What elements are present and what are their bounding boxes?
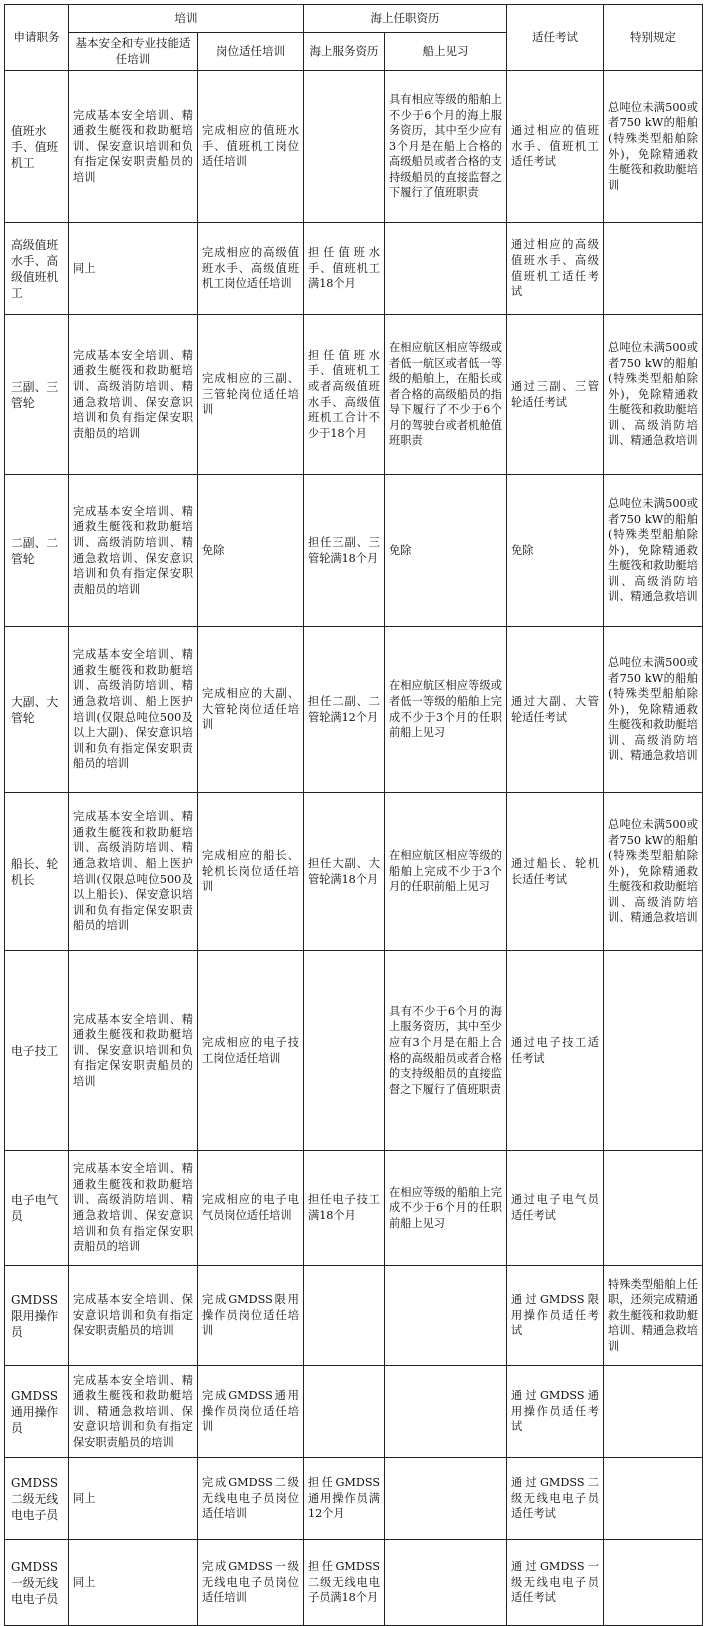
post-training-cell: 完成相应的三副、三管轮岗位适任培训 — [198, 315, 304, 475]
exam-cell: 通过船长、轮机长适任考试 — [507, 793, 604, 951]
onboard-training-cell — [385, 1458, 507, 1540]
exam-cell: 通过电子电气员适任考试 — [507, 1151, 604, 1266]
sea-service-cell: 担任电子技工满18个月 — [304, 1151, 385, 1266]
exam-cell: 通过大副、大管轮适任考试 — [507, 627, 604, 793]
table-row — [5, 475, 703, 627]
basic-training-cell: 完成基本安全培训、精通救生艇筏和救助艇培训、高级消防培训、精通急救培训、保安意识培训和负有指定保安职责船员的培训 — [69, 475, 198, 627]
exam-cell: 免除 — [507, 475, 604, 627]
basic-training-cell: 完成基本安全培训、精通救生艇筏和救助艇培训、高级消防培训、精通急救培训、保安意识培训和负有指定保安职责船员的培训 — [69, 315, 198, 475]
onboard-training-cell: 具有不少于6个月的海上服务资历，其中至少应有3个月是在船上合格的高级船员或者合格的支持级船员的直接监督之下履行了值班职责 — [385, 951, 507, 1151]
sea-service-cell — [304, 1366, 385, 1458]
table-row — [5, 1151, 703, 1266]
table-row — [5, 793, 703, 951]
position-cell: GMDSS二级无线电电子员 — [5, 1458, 69, 1540]
sea-service-cell: 担任GMDSS二级无线电电子员满18个月 — [304, 1540, 385, 1626]
basic-training-cell: 完成基本安全培训、保安意识培训和负有指定保安职责船员的培训 — [69, 1266, 198, 1366]
position-cell: 三副、三管轮 — [5, 315, 69, 475]
header-onboard-training: 船上见习 — [385, 33, 507, 71]
header-row-1 — [5, 5, 703, 33]
position-cell: 船长、轮机长 — [5, 793, 69, 951]
post-training-cell: 完成GMDSS二级无线电电子员岗位适任培训 — [198, 1458, 304, 1540]
special-rule-cell — [604, 223, 703, 315]
position-cell: 值班水手、值班机工 — [5, 71, 69, 223]
onboard-training-cell: 在相应航区相应等级或者低一航区或者低一等级的船舶上，在船长或者合格的高级船员的指导下履行了不少于6个月的驾驶台或者机舱值班职责 — [385, 315, 507, 475]
basic-training-cell: 同上 — [69, 223, 198, 315]
onboard-training-cell: 免除 — [385, 475, 507, 627]
exam-cell: 通过相应的值班水手、值班机工适任考试 — [507, 71, 604, 223]
special-rule-cell — [604, 1458, 703, 1540]
table-row — [5, 627, 703, 793]
sea-service-cell — [304, 951, 385, 1151]
post-training-cell: 完成GMDSS限用操作员岗位适任培训 — [198, 1266, 304, 1366]
position-cell: GMDSS一级无线电电子员 — [5, 1540, 69, 1626]
basic-training-cell: 完成基本安全培训、精通救生艇筏和救助艇培训、高级消防培训、精通急救培训、保安意识培训和负有指定保安职责船员的培训 — [69, 1151, 198, 1266]
onboard-training-cell: 在相应航区相应等级的船舶上完成不少于3个月的任职前船上见习 — [385, 793, 507, 951]
header-sea-service: 海上服务资历 — [304, 33, 385, 71]
table-row — [5, 1540, 703, 1626]
exam-cell: 通过电子技工适任考试 — [507, 951, 604, 1151]
position-cell: 大副、大管轮 — [5, 627, 69, 793]
post-training-cell: 完成相应的电子电气员岗位适任培训 — [198, 1151, 304, 1266]
basic-training-cell: 完成基本安全培训、精通救生艇筏和救助艇培训、保安意识培训和负有指定保安职责船员的培训 — [69, 71, 198, 223]
onboard-training-cell — [385, 223, 507, 315]
table-row — [5, 951, 703, 1151]
header-applied-position: 申请职务 — [5, 5, 69, 71]
special-rule-cell: 总吨位未满500或者750 kW的船舶(特殊类型船舶除外)，免除精通救生艇筏和救助艇培训 — [604, 71, 703, 223]
onboard-training-cell — [385, 1540, 507, 1626]
sea-service-cell: 担任大副、大管轮满18个月 — [304, 793, 385, 951]
certificate-requirements-document — [4, 4, 702, 1626]
position-cell: 二副、二管轮 — [5, 475, 69, 627]
special-rule-cell — [604, 1366, 703, 1458]
table-row — [5, 71, 703, 223]
onboard-training-cell: 在相应航区相应等级或者低一等级的船舶上完成不少于3个月的任职前船上见习 — [385, 627, 507, 793]
special-rule-cell: 总吨位未满500或者750 kW的船舶(特殊类型船舶除外)，免除精通救生艇筏和救助艇培训、高级消防培训、精通急救培训 — [604, 793, 703, 951]
post-training-cell: 完成相应的电子技工岗位适任培训 — [198, 951, 304, 1151]
sea-service-cell: 担任值班水手、值班机工满18个月 — [304, 223, 385, 315]
basic-training-cell: 完成基本安全培训、精通救生艇筏和救助艇培训、保安意识培训和负有指定保安职责船员的培训 — [69, 951, 198, 1151]
sea-service-cell — [304, 1266, 385, 1366]
post-training-cell: 完成相应的高级值班水手、高级值班机工岗位适任培训 — [198, 223, 304, 315]
table-row — [5, 1458, 703, 1540]
onboard-training-cell — [385, 1266, 507, 1366]
onboard-training-cell: 具有相应等级的船舶上不少于6个月的海上服务资历，其中至少应有3个月是在船上合格的高级船员或者合格的支持级船员的直接监督之下履行了值班职责 — [385, 71, 507, 223]
position-cell: 高级值班水手、高级值班机工 — [5, 223, 69, 315]
post-training-cell: 完成GMDSS通用操作员岗位适任培训 — [198, 1366, 304, 1458]
post-training-cell: 完成相应的船长、轮机长岗位适任培训 — [198, 793, 304, 951]
position-cell: GMDSS通用操作员 — [5, 1366, 69, 1458]
sea-service-cell: 担任GMDSS通用操作员满12个月 — [304, 1458, 385, 1540]
position-cell: GMDSS限用操作员 — [5, 1266, 69, 1366]
special-rule-cell — [604, 1151, 703, 1266]
special-rule-cell — [604, 951, 703, 1151]
basic-training-cell: 同上 — [69, 1540, 198, 1626]
exam-cell: 通过相应的高级值班水手、高级值班机工适任考试 — [507, 223, 604, 315]
position-cell: 电子技工 — [5, 951, 69, 1151]
header-basic-training: 基本安全和专业技能适任培训 — [69, 33, 198, 71]
exam-cell: 通过GMDSS限用操作员适任考试 — [507, 1266, 604, 1366]
special-rule-cell: 总吨位未满500或者750 kW的船舶(特殊类型船舶除外)，免除精通救生艇筏和救助艇培训、高级消防培训、精通急救培训 — [604, 315, 703, 475]
table-row — [5, 315, 703, 475]
post-training-cell: 完成相应的大副、大管轮岗位适任培训 — [198, 627, 304, 793]
basic-training-cell: 完成基本安全培训、精通救生艇筏和救助艇培训、高级消防培训、精通急救培训、船上医护培训(仅限总吨位500及以上船长)、保安意识培训和负有指定保安职责船员的培训 — [69, 793, 198, 951]
post-training-cell: 完成GMDSS一级无线电电子员岗位适任培训 — [198, 1540, 304, 1626]
post-training-cell: 完成相应的值班水手、值班机工岗位适任培训 — [198, 71, 304, 223]
header-training: 培训 — [69, 5, 304, 33]
sea-service-cell: 担任值班水手、值班机工或者高级值班水手、高级值班机工合计不少于18个月 — [304, 315, 385, 475]
table-body — [5, 71, 703, 1626]
table-row — [5, 223, 703, 315]
special-rule-cell — [604, 1540, 703, 1626]
header-post-training: 岗位适任培训 — [198, 33, 304, 71]
exam-cell: 通过三副、三管轮适任考试 — [507, 315, 604, 475]
basic-training-cell: 同上 — [69, 1458, 198, 1540]
sea-service-cell: 担任三副、三管轮满18个月 — [304, 475, 385, 627]
onboard-training-cell: 在相应等级的船舶上完成不少于6个月的任职前船上见习 — [385, 1151, 507, 1266]
table-row — [5, 1266, 703, 1366]
special-rule-cell: 特殊类型船舶上任职，还须完成精通救生艇筏和救助艇培训、精通急救培训 — [604, 1266, 703, 1366]
header-exam: 适任考试 — [507, 5, 604, 71]
position-cell: 电子电气员 — [5, 1151, 69, 1266]
table-row — [5, 1366, 703, 1458]
basic-training-cell: 完成基本安全培训、精通救生艇筏和救助艇培训、高级消防培训、精通急救培训、船上医护培训(仅限总吨位500及以上大副)、保安意识培训和负有指定保安职责船员的培训 — [69, 627, 198, 793]
basic-training-cell: 完成基本安全培训、精通救生艇筏和救助艇培训、精通急救培训、保安意识培训和负有指定保安职责船员的培训 — [69, 1366, 198, 1458]
sea-service-cell: 担任二副、二管轮满12个月 — [304, 627, 385, 793]
header-sea-service-group: 海上任职资历 — [304, 5, 507, 33]
onboard-training-cell — [385, 1366, 507, 1458]
post-training-cell: 免除 — [198, 475, 304, 627]
sea-service-cell — [304, 71, 385, 223]
requirements-table — [4, 4, 703, 1626]
special-rule-cell: 总吨位未满500或者750 kW的船舶(特殊类型船舶除外)，免除精通救生艇筏和救助艇培训、高级消防培训、精通急救培训 — [604, 627, 703, 793]
header-special: 特别规定 — [604, 5, 703, 71]
special-rule-cell: 总吨位未满500或者750 kW的船舶(特殊类型船舶除外)，免除精通救生艇筏和救助艇培训、高级消防培训、精通急救培训 — [604, 475, 703, 627]
exam-cell: 通过GMDSS一级无线电电子员适任考试 — [507, 1540, 604, 1626]
exam-cell: 通过GMDSS二级无线电电子员适任考试 — [507, 1458, 604, 1540]
exam-cell: 通过GMDSS通用操作员适任考试 — [507, 1366, 604, 1458]
